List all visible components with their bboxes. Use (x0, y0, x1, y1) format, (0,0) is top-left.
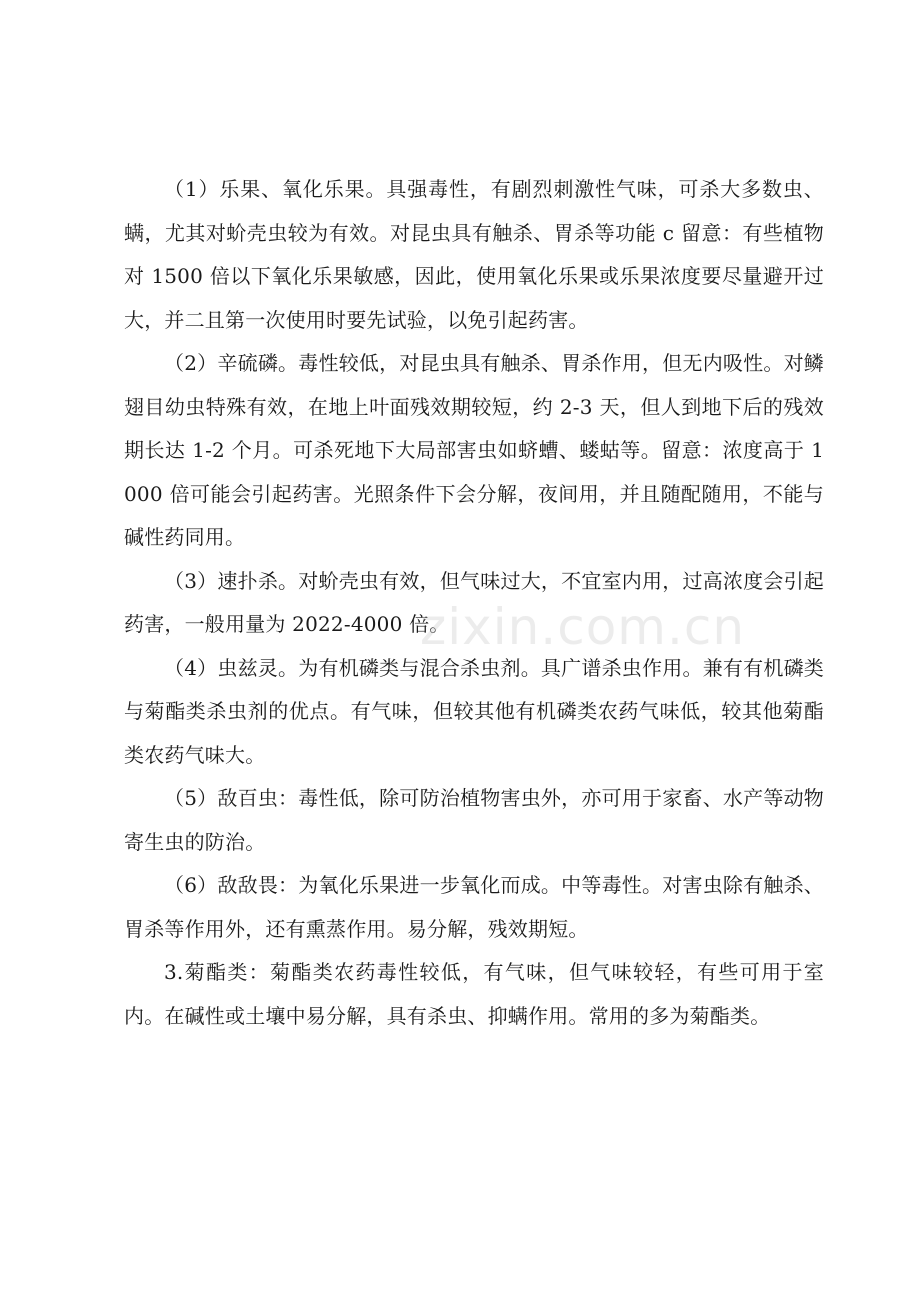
paragraph-juzhilei: 3.菊酯类：菊酯类农药毒性较低，有气味，但气味较轻，有些可用于室内。在碱性或土壤中易分解，具有杀虫、抑螨作用。常用的多为菊酯类。 (124, 960, 824, 1028)
paragraph-leguo: （1）乐果、氧化乐果。具强毒性，有剧烈刺激性气味，可杀大多数虫、螨，尤其对蚧壳虫较为有效。对昆虫具有触杀、胃杀等功能 c 留意：有些植物对 1500 倍以下氧化乐果敏感，因此，使用氧化乐果或乐果浓度要尽量避开过大，并二且第一次使用时要先试验，以免引起药害。 (124, 177, 824, 332)
paragraph-dibaichong: （5）敌百虫：毒性低，除可防治植物害虫外，亦可用于家畜、水产等动物寄生虫的防治。 (124, 786, 824, 854)
document-body (124, 168, 824, 1038)
watermark: zixin.com.cn (420, 598, 746, 656)
paragraph-didiwei: （6）敌敌畏：为氧化乐果进一步氧化而成。中等毒性。对害虫除有触杀、胃杀等作用外，还有熏蒸作用。易分解，残效期短。 (124, 873, 824, 941)
paragraph-supusha: （3）速扑杀。对蚧壳虫有效，但气味过大，不宜室内用，过高浓度会引起药害，一般用量为 2022-4000 倍。 (124, 568, 824, 636)
paragraph-xinliulin: （2）辛硫磷。毒性较低，对昆虫具有触杀、胃杀作用，但无内吸性。对鳞翅目幼虫特殊有效，在地上叶面残效期较短，约 2-3 天，但人到地下后的残效期长达 1-2 个月。可杀死地下大局部害虫如蛴螬、蝼蛄等。留意：浓度高于 1000 倍可能会引起药害。光照条件下会分解，夜间用，并且随配随用，不能与碱性药同用。 (124, 351, 824, 549)
paragraph-chongziling: （4）虫兹灵。为有机磷类与混合杀虫剂。具广谱杀虫作用。兼有有机磷类与菊酯类杀虫剂的优点。有气味，但较其他有机磷类农药气味低，较其他菊酯类农药气味大。 (124, 655, 824, 767)
